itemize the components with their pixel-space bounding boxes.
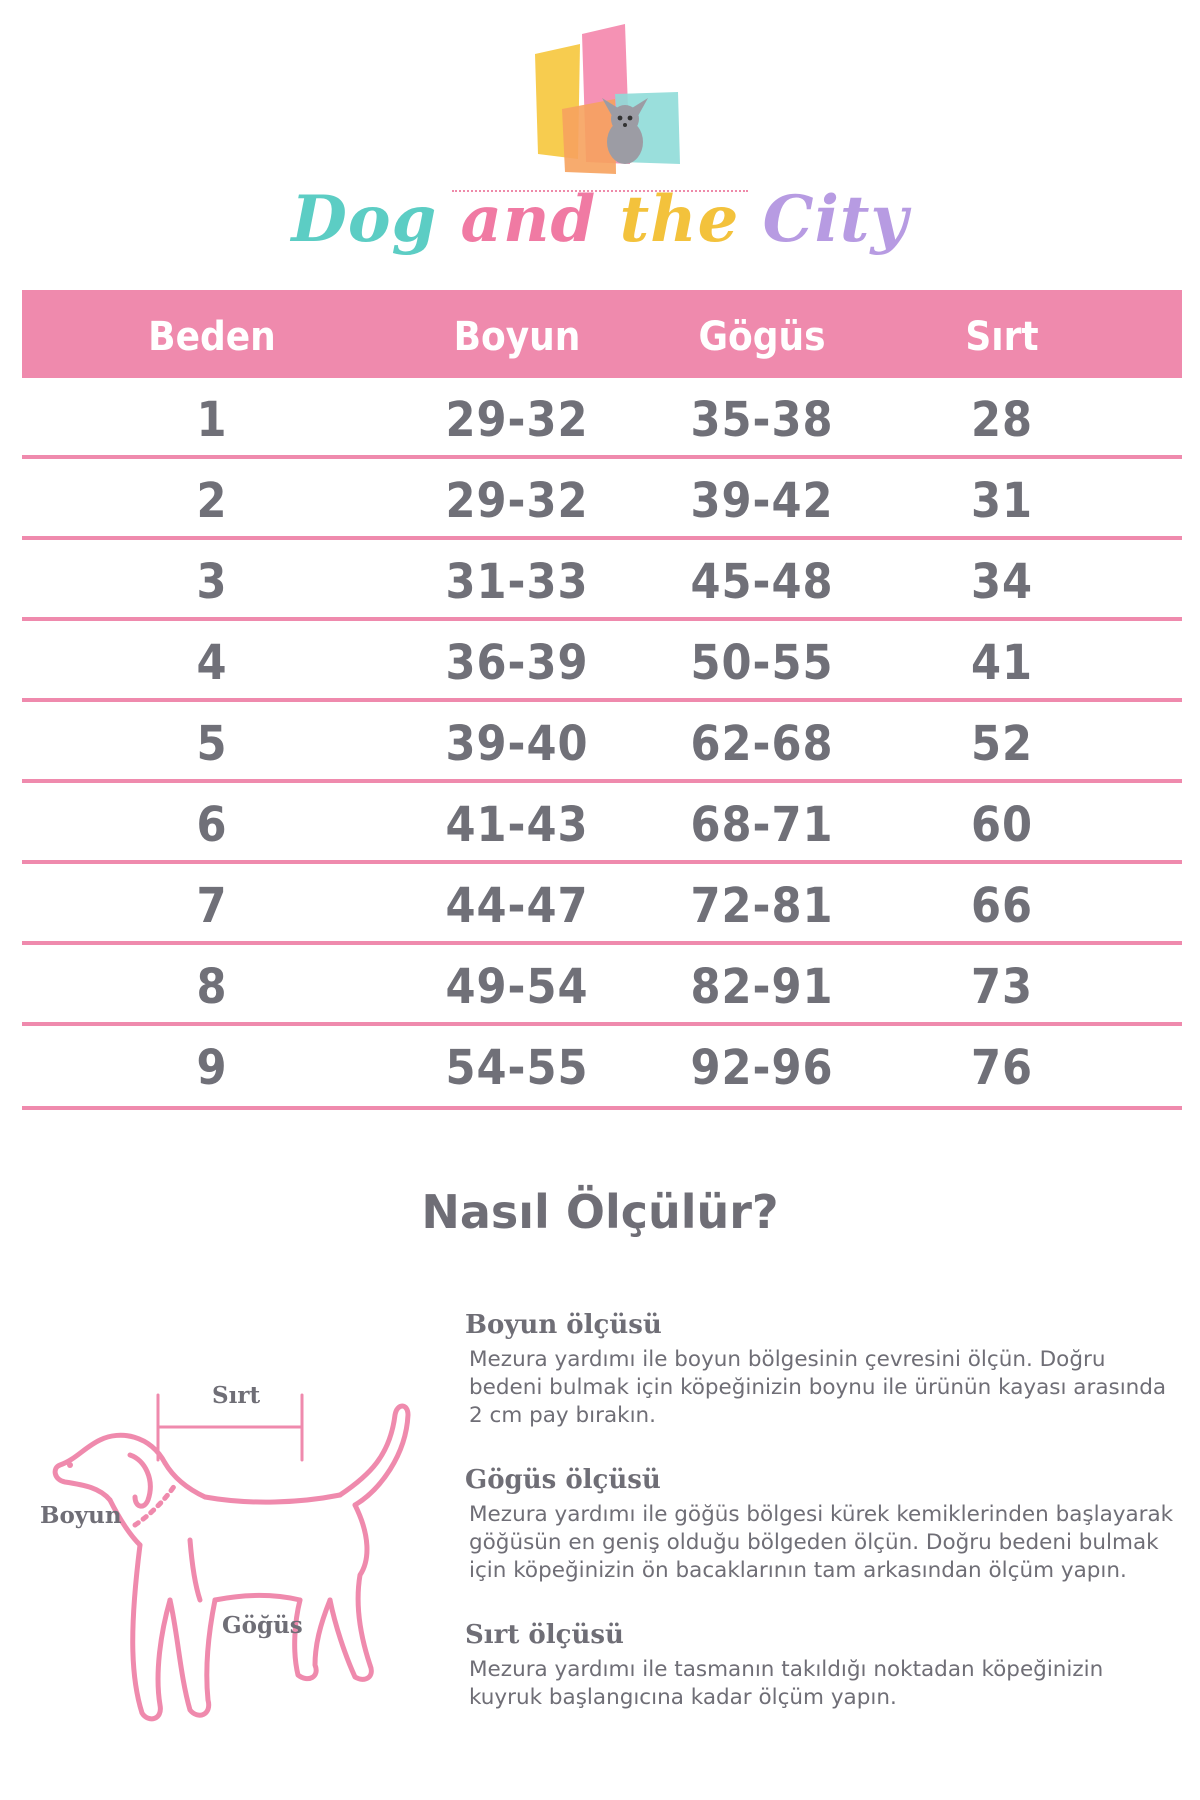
cell-chest: 39-42: [690, 473, 834, 529]
brand-logo: [0, 0, 1200, 280]
section-title: Sırt ölçüsü: [465, 1620, 624, 1650]
dog-measurement-diagram-icon: [30, 1385, 430, 1735]
neck-measure-section: [465, 1310, 1175, 1430]
cell-back: 31: [970, 473, 1034, 529]
chest-measure-section: [465, 1465, 1175, 1585]
section-title: Boyun ölçüsü: [465, 1310, 662, 1340]
table-row: [22, 459, 1182, 540]
table-row: [22, 378, 1182, 459]
cell-neck: 39-40: [445, 716, 589, 772]
wordmark-word: City: [762, 182, 909, 257]
cell-back: 73: [970, 959, 1034, 1015]
cell-back: 60: [970, 797, 1034, 853]
table-row: [22, 945, 1182, 1026]
cell-size: 2: [196, 473, 228, 529]
table-row: [22, 540, 1182, 621]
header-sirt: Sırt: [965, 314, 1039, 360]
wordmark-word: Dog: [291, 182, 438, 257]
cell-back: 52: [970, 716, 1034, 772]
cell-neck: 29-32: [445, 473, 589, 529]
table-row: [22, 702, 1182, 783]
diagram-label-neck: Boyun: [40, 1502, 122, 1529]
cell-back: 41: [970, 635, 1034, 691]
cell-back: 66: [970, 878, 1034, 934]
cell-neck: 41-43: [445, 797, 589, 853]
section-body: Mezura yardımı ile boyun bölgesinin çevresini ölçün. Doğru bedeni bulmak için köpeğinizin boynu ile ürünün kayası arasında 2 cm pay bırakın.: [469, 1347, 1167, 1428]
table-row: [22, 783, 1182, 864]
cell-neck: 29-32: [445, 392, 589, 448]
cell-back: 28: [970, 392, 1034, 448]
section-title: Gögüs ölçüsü: [465, 1465, 661, 1495]
diagram-label-back: Sırt: [212, 1382, 261, 1409]
table-header: [22, 290, 1182, 378]
section-body: Mezura yardımı ile göğüs bölgesi kürek kemiklerinden başlayarak göğüsün en geniş olduğu bölgeden ölçün. Doğru bedeni bulmak için köpeğinizin ön bacaklarının tam arkasından ölçüm yapın.: [469, 1502, 1174, 1583]
section-body: Mezura yardımı ile tasmanın takıldığı noktadan köpeğinizin kuyruk başlangıcına kadar ölçüm yapın.: [469, 1657, 1104, 1710]
cell-chest: 68-71: [690, 797, 834, 853]
table-row: [22, 864, 1182, 945]
cell-back: 76: [970, 1040, 1034, 1096]
wordmark-word: and: [460, 182, 597, 257]
cell-size: 8: [196, 959, 228, 1015]
table-row: [22, 621, 1182, 702]
cell-neck: 36-39: [445, 635, 589, 691]
cell-size: 3: [196, 554, 228, 610]
cell-chest: 35-38: [690, 392, 834, 448]
how-to-title: Nasıl Ölçülür?: [421, 1185, 779, 1239]
size-table: [22, 290, 1182, 1110]
cell-chest: 62-68: [690, 716, 834, 772]
city-dog-logo-icon: [520, 24, 700, 194]
cell-neck: 54-55: [445, 1040, 589, 1096]
cell-chest: 45-48: [690, 554, 834, 610]
cell-chest: 82-91: [690, 959, 834, 1015]
cell-size: 4: [196, 635, 228, 691]
cell-chest: 50-55: [690, 635, 834, 691]
cell-neck: 44-47: [445, 878, 589, 934]
diagram-label-chest: Göğüs: [222, 1612, 303, 1639]
header-beden: Beden: [148, 314, 276, 360]
cell-chest: 92-96: [690, 1040, 834, 1096]
cell-size: 6: [196, 797, 228, 853]
cell-back: 34: [970, 554, 1034, 610]
cell-size: 1: [196, 392, 228, 448]
table-row: [22, 1026, 1182, 1110]
header-gogus: Gögüs: [698, 314, 826, 360]
cell-size: 5: [196, 716, 228, 772]
header-boyun: Boyun: [453, 314, 581, 360]
cell-chest: 72-81: [690, 878, 834, 934]
brand-wordmark: [0, 182, 1200, 257]
cell-size: 9: [196, 1040, 228, 1096]
cell-neck: 31-33: [445, 554, 589, 610]
cell-neck: 49-54: [445, 959, 589, 1015]
wordmark-word: the: [619, 182, 740, 257]
back-measure-section: [465, 1620, 1175, 1712]
cell-size: 7: [196, 878, 228, 934]
